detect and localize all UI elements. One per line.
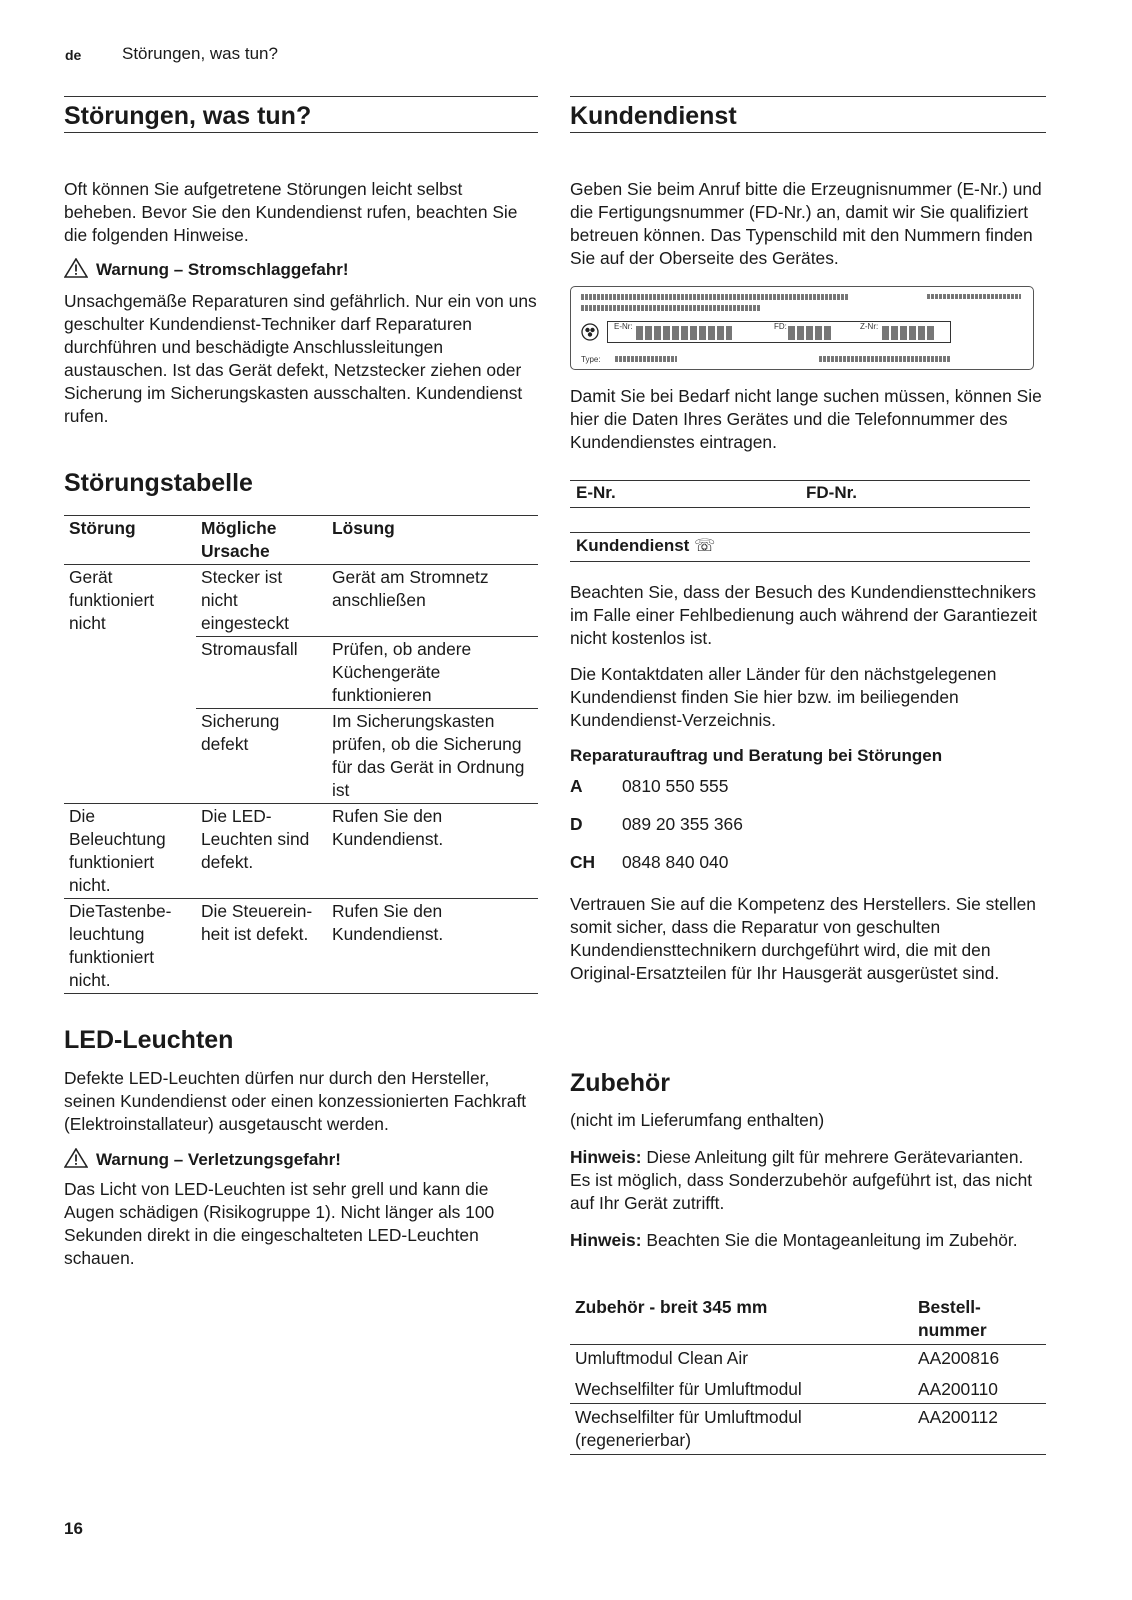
type-plate-znr-value — [882, 326, 936, 340]
table-cell: Stromausfall — [196, 637, 327, 709]
form-line — [570, 480, 1030, 481]
accessories-table-header: Zubehör - breit 345 mm — [575, 1297, 768, 1317]
hint-label: Hinweis: — [570, 1147, 642, 1167]
type-plate-barcode — [581, 294, 849, 300]
certification-seal-icon — [581, 323, 599, 341]
type-plate-znr-label: Z-Nr: — [860, 322, 879, 331]
type-plate-barcode — [581, 305, 761, 311]
accessories-table — [570, 1294, 1046, 1455]
warning-injury-text: Das Licht von LED-Leuchten ist sehr grell und kann die Augen schädigen (Risikogruppe 1). Nicht länger als 100 Sekunden direkt in die eingeschalteten LED-Leuchten schauen. — [64, 1179, 495, 1268]
table-row — [64, 709, 538, 804]
type-plate-barcode — [819, 356, 951, 362]
accessories-subtitle: (nicht im Lieferumfang enthalten) — [570, 1110, 825, 1130]
phone-row-austria — [570, 776, 728, 797]
table-row — [64, 565, 538, 637]
running-header-title: Störungen, was tun? — [122, 44, 278, 63]
table-row — [570, 1404, 1046, 1455]
hint-variants — [570, 1146, 1046, 1215]
table-cell: AA200816 — [918, 1348, 1000, 1368]
table-row — [64, 637, 538, 709]
fdnr-label: FD-Nr. — [806, 483, 857, 502]
troubleshooting-intro: Oft können Sie aufgetretene Störungen leicht selbst beheben. Bevor Sie den Kundendienst rufen, beachten Sie die folgenden Hinweise. — [64, 179, 518, 245]
type-plate-enr-value — [636, 326, 732, 340]
visit-cost-text: Beachten Sie, dass der Besuch des Kundendiensttechnikers im Falle einer Fehlbedienung auch während der Garantiezeit nicht kostenlos ist. — [570, 582, 1037, 648]
warning-triangle-icon — [64, 258, 88, 278]
type-plate-fd-value — [788, 326, 832, 340]
hint-variants-text: Diese Anleitung gilt für mehrere Gerätevarianten. Es ist möglich, dass Sonderzubehör aufgeführt ist, das nicht auf Ihr Gerät zutrifft. — [570, 1147, 1033, 1213]
hint-mounting — [570, 1229, 1046, 1252]
service-phone-label-text: Kundendienst — [576, 536, 690, 555]
form-line — [570, 561, 1030, 562]
type-plate-enr-label: E-Nr: — [614, 322, 633, 331]
country-code: D — [570, 814, 583, 834]
led-text: Defekte LED-Leuchten dürfen nur durch den Hersteller, seinen Kundendienst oder einen konzessionierten Fachkraft (Elektroinstallateur) ausgetauscht werden. — [64, 1068, 527, 1134]
table-cell: Die Steuerein-heit ist defekt. — [196, 899, 327, 994]
type-plate-barcode — [615, 356, 677, 362]
table-cell: Rufen Sie den Kundendienst. — [327, 899, 538, 994]
table-cell: Umluftmodul Clean Air — [575, 1348, 749, 1368]
fault-table-header: Mögliche Ursache — [201, 518, 277, 561]
phone-row-switzerland — [570, 852, 728, 873]
type-plate-barcode — [927, 294, 1021, 299]
table-cell: Wechselfilter für Umluftmodul (regenerierbar) — [570, 1404, 913, 1455]
table-cell: Prüfen, ob andere Küchengeräte funktionieren — [327, 637, 538, 709]
table-row — [570, 1372, 1046, 1404]
table-cell — [64, 709, 196, 804]
language-code: de — [65, 47, 82, 63]
phone-number: 089 20 355 366 — [622, 814, 743, 834]
table-row — [64, 804, 538, 899]
accessories-table-header: Bestell-nummer — [918, 1297, 987, 1340]
fault-table-header: Störung — [69, 518, 136, 538]
table-cell: Rufen Sie den Kundendienst. — [327, 804, 538, 899]
phone-row-germany — [570, 814, 743, 835]
phone-number: 0848 840 040 — [622, 852, 729, 872]
fault-table-header-row — [64, 516, 538, 565]
hint-mounting-text: Beachten Sie die Montageanleitung im Zubehör. — [641, 1230, 1018, 1250]
warning-injury — [64, 1148, 341, 1171]
trust-text: Vertrauen Sie auf die Kompetenz des Herstellers. Sie stellen somit sicher, dass die Reparatur von geschulten Kundendiensttechnikern durchgeführt wird, die mit den Original-Ersatzteilen für Ihr Hausgerät ausgerüstet sind. — [570, 894, 1036, 983]
warning-electric-shock — [64, 258, 349, 281]
type-plate-fd-label: FD: — [774, 322, 787, 331]
accessories-table-header-row — [570, 1294, 1046, 1345]
table-cell: Sicherung defekt — [196, 709, 327, 804]
phone-number: 0810 550 555 — [622, 776, 729, 796]
section-title-service: Kundendienst — [570, 96, 1046, 133]
section-title-troubleshooting: Störungen, was tun? — [64, 96, 538, 133]
telephone-icon: ☏ — [694, 536, 716, 555]
table-cell: Die LED-Leuchten sind defekt. — [196, 804, 327, 899]
table-cell — [64, 637, 196, 709]
type-plate-type-label: Type: — [581, 355, 601, 364]
country-code: CH — [570, 852, 596, 872]
service-note: Damit Sie bei Bedarf nicht lange suchen müssen, können Sie hier die Daten Ihres Gerätes und die Telefonnummer des Kundendienstes eintragen. — [570, 386, 1042, 452]
table-cell: Die Beleuchtung funktioniert nicht. — [64, 804, 196, 899]
repair-order-title: Reparaturauftrag und Beratung bei Störungen — [570, 746, 943, 765]
table-row — [64, 899, 538, 994]
table-cell: Wechselfilter für Umluftmodul — [575, 1379, 802, 1399]
fault-table-header: Lösung — [332, 518, 395, 538]
hint-label: Hinweis: — [570, 1230, 642, 1250]
table-cell: AA200112 — [913, 1404, 1046, 1455]
warning-electric-shock-title: Warnung – Stromschlaggefahr! — [96, 260, 349, 279]
type-plate-illustration — [570, 286, 1034, 370]
table-cell: Stecker ist nicht eingesteckt — [201, 567, 289, 633]
form-line — [570, 532, 1030, 533]
service-intro: Geben Sie beim Anruf bitte die Erzeugnisnummer (E-Nr.) und die Fertigungsnummer (FD-Nr.) an, damit wir Sie qualifiziert betreuen können. Das Typenschild mit den Nummern finden Sie auf der Oberseite des Gerätes. — [570, 179, 1042, 268]
warning-electric-shock-text: Unsachgemäße Reparaturen sind gefährlich. Nur ein von uns geschulter Kundendienst-Techniker darf Reparaturen durchführen und beschädigte Anschlussleitungen austauschen. Ist das Gerät defekt, Netzstecker ziehen oder Sicherung im Sicherungskasten ausschalten. Kundendienst rufen. — [64, 291, 537, 426]
country-code: A — [570, 776, 583, 796]
table-row — [570, 1345, 1046, 1373]
fault-table — [64, 515, 538, 994]
warning-triangle-icon — [64, 1148, 88, 1168]
form-line — [570, 507, 1030, 508]
service-phone-label — [576, 536, 715, 556]
warning-injury-title: Warnung – Verletzungsgefahr! — [96, 1150, 341, 1169]
contact-text: Die Kontaktdaten aller Länder für den nächstgelegenen Kundendienst finden Sie hier bzw. im beiliegenden Kundendienst-Verzeichnis. — [570, 664, 997, 730]
section-title-fault-table: Störungstabelle — [64, 469, 253, 497]
table-cell: DieTastenbe-leuchtung funktioniert nicht. — [64, 899, 196, 994]
section-title-accessories: Zubehör — [570, 1069, 670, 1097]
table-cell: Gerät funktioniert nicht — [69, 567, 155, 633]
type-plate-number-box — [607, 321, 951, 343]
table-cell: Im Sicherungskasten prüfen, ob die Sicherung für das Gerät in Ordnung ist — [327, 709, 538, 804]
table-cell: Gerät am Stromnetz anschließen — [332, 567, 489, 610]
page-number: 16 — [64, 1519, 83, 1538]
table-cell: AA200110 — [918, 1379, 998, 1399]
enr-label: E-Nr. — [576, 483, 616, 502]
section-title-led: LED-Leuchten — [64, 1026, 234, 1054]
